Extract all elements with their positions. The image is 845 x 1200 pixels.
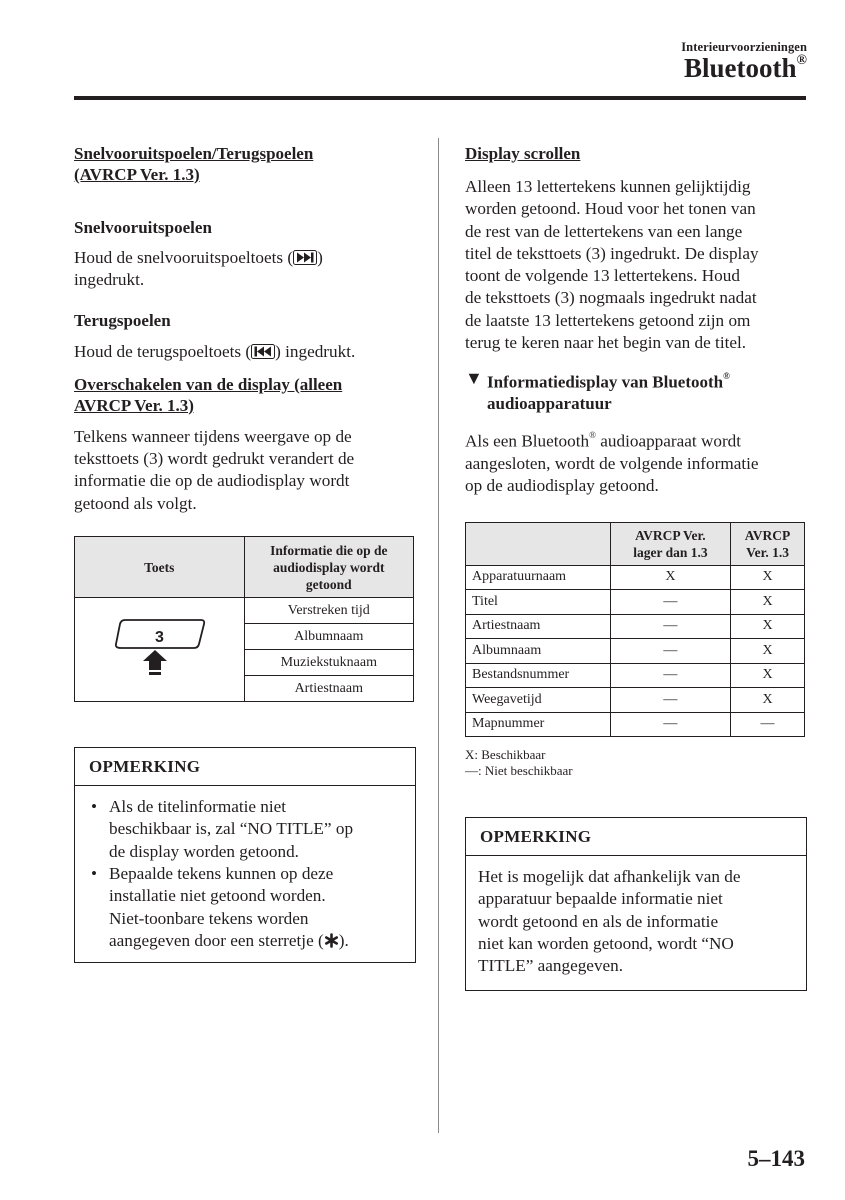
- note-heading: OPMERKING: [466, 818, 806, 856]
- registered-mark: ®: [723, 371, 730, 382]
- note-heading: OPMERKING: [75, 748, 415, 786]
- table-row: [466, 614, 805, 639]
- ff-text: [74, 247, 416, 292]
- bt-heading-line1-text: Informatiedisplay van Bluetooth: [487, 373, 724, 393]
- asterisk-icon: [324, 933, 339, 948]
- bt-info-line1-b: audioapparaat wordt: [595, 431, 742, 451]
- row-value-13: X: [731, 614, 805, 639]
- bt-heading-line2: audioapparatuur: [487, 394, 612, 414]
- bullet-line: installatie niet getoond worden.: [109, 886, 326, 906]
- bt-info-line3: op de audiodisplay getoond.: [465, 476, 659, 496]
- header-line: lager dan 1.3: [633, 544, 708, 560]
- avrcp-table: [465, 522, 805, 738]
- row-value-13: X: [731, 565, 805, 590]
- row-label: Titel: [466, 590, 611, 615]
- header-line: AVRCP Ver.: [635, 527, 706, 543]
- row-value-lower: —: [610, 590, 730, 615]
- scroll-text: [465, 176, 807, 354]
- switch-line: Telkens wanneer tijdens weergave op de: [74, 426, 352, 446]
- row-label: Albumnaam: [466, 639, 611, 664]
- section-title: Interieurvoorzieningen: [681, 40, 807, 54]
- rw-subheading: Terugspoelen: [74, 310, 171, 330]
- bullet-dot: •: [91, 797, 98, 817]
- ff-text-c: ingedrukt.: [74, 270, 145, 290]
- col-toets-header: Toets: [75, 537, 245, 598]
- scroll-heading: Display scrollen: [465, 144, 581, 163]
- registered-mark: ®: [796, 53, 807, 68]
- switch-text: [74, 426, 416, 515]
- ff-rw-heading-line2: (AVRCP Ver. 1.3): [74, 165, 200, 184]
- table-row: [466, 712, 805, 737]
- scroll-line: de teksttoets (3) nogmaals ingedrukt nadat: [465, 288, 757, 308]
- col-info-header: [244, 537, 413, 598]
- rw-text-a: Houd de terugspoeltoets (: [74, 341, 252, 361]
- table-row: [466, 590, 805, 615]
- fast-forward-icon: [293, 250, 317, 265]
- text-button-icon: [109, 616, 209, 678]
- row-value-13: X: [731, 663, 805, 688]
- table-legend: [465, 747, 807, 779]
- registered-mark: ®: [589, 430, 596, 441]
- bt-info-heading: [465, 368, 807, 414]
- row-value-lower: —: [610, 639, 730, 664]
- header-line: Ver. 1.3: [746, 544, 789, 560]
- right-column: [465, 140, 807, 991]
- table-row: [466, 565, 805, 590]
- triangle-marker-icon: ▼: [465, 368, 483, 389]
- note-body: [466, 856, 806, 989]
- legend-line: —: Niet beschikbaar: [465, 763, 573, 779]
- row-value-13: —: [731, 712, 805, 737]
- avrcp-lower-header: [610, 522, 730, 565]
- table-row: [75, 598, 414, 624]
- row-value-lower: —: [610, 712, 730, 737]
- ff-text-line1: [74, 247, 416, 269]
- header-line: AVRCP: [744, 527, 791, 543]
- bullet-text: [109, 796, 353, 863]
- scroll-line: Alleen 13 lettertekens kunnen gelijktijdig: [465, 177, 751, 196]
- page-title-text: Bluetooth: [684, 53, 797, 83]
- ff-rw-heading: [74, 143, 416, 185]
- bullet-line: Als de titelinformatie niet: [109, 797, 287, 817]
- switch-heading-line1: Overschakelen van de display (alleen: [74, 374, 343, 394]
- row-label: Artiestnaam: [466, 614, 611, 639]
- rw-text-b: ) ingedrukt.: [275, 341, 356, 361]
- switch-line: teksttoets (3) wordt gedrukt verandert de: [74, 449, 355, 469]
- row-value-13: X: [731, 639, 805, 664]
- table-cell: Albumnaam: [244, 624, 413, 650]
- switch-heading-line2: AVRCP Ver. 1.3): [74, 395, 194, 415]
- bullet-line: Niet-toonbare tekens worden: [109, 908, 309, 928]
- ff-subheading: Snelvooruitspoelen: [74, 218, 212, 237]
- switch-line: informatie die op de audiodisplay wordt: [74, 471, 350, 491]
- display-info-table: [74, 536, 414, 702]
- text-button-label: 3: [155, 629, 165, 647]
- table-row: [466, 688, 805, 713]
- note-line: TITLE” aangegeven.: [478, 956, 624, 976]
- legend-line: X: Beschikbaar: [465, 747, 546, 763]
- bt-info-heading-text: [487, 368, 730, 414]
- ff-text-b: ): [317, 248, 323, 267]
- row-label: Apparatuurnaam: [466, 565, 611, 590]
- note-box-left: [74, 747, 416, 963]
- rw-text: [74, 341, 416, 363]
- row-value-lower: —: [610, 614, 730, 639]
- bt-info-line1: [465, 426, 807, 453]
- row-value-lower: —: [610, 663, 730, 688]
- row-value-13: X: [731, 688, 805, 713]
- bullet-line: de display worden getoond.: [109, 841, 299, 861]
- avrcp-empty-header: [466, 522, 611, 565]
- row-label: Weegavetijd: [466, 688, 611, 713]
- note-body: [75, 786, 415, 962]
- scroll-line: de laatste 13 lettertekens getoond zijn om: [465, 310, 751, 330]
- scroll-line: titel de teksttoets (3) ingedrukt. De display: [465, 243, 759, 263]
- bullet-item: [87, 796, 405, 863]
- bullet-line-b: ).: [338, 930, 349, 950]
- bt-info-line2: aangesloten, wordt de volgende informatie: [465, 454, 759, 474]
- header-rule: [74, 96, 806, 100]
- avrcp-13-header: [731, 522, 805, 565]
- note-line: Het is mogelijk dat afhankelijk van de: [478, 867, 741, 887]
- page-number: 5–143: [747, 1146, 805, 1171]
- table-row: [466, 663, 805, 688]
- col-info-line: audiodisplay wordt: [273, 559, 385, 575]
- col-info-line: getoond: [305, 576, 352, 592]
- row-value-lower: —: [610, 688, 730, 713]
- bullet-dot: •: [91, 863, 98, 883]
- row-value-13: X: [731, 590, 805, 615]
- bullet-text: [109, 863, 349, 952]
- bullet-line: beschikbaar is, zal “NO TITLE” op: [109, 819, 354, 839]
- bt-heading-line1: [487, 368, 730, 393]
- bullet-line: [109, 930, 349, 952]
- button-cell: [75, 598, 245, 702]
- page-title: [684, 53, 807, 84]
- note-box-right: [465, 817, 807, 990]
- scroll-line: de rest van de lettertekens van een lange: [465, 221, 743, 241]
- row-label: Mapnummer: [466, 712, 611, 737]
- bullet-line: Bepaalde tekens kunnen op deze: [109, 863, 334, 883]
- bt-info-line1-a: Als een Bluetooth: [465, 431, 590, 451]
- bt-info-text: [465, 426, 807, 498]
- table-row: [466, 639, 805, 664]
- table-cell: Verstreken tijd: [244, 598, 413, 624]
- scroll-line: worden getoond. Houd voor het tonen van: [465, 199, 756, 219]
- table-header-row: [75, 537, 414, 598]
- column-divider: [438, 138, 439, 1133]
- col-info-line: Informatie die op de: [270, 542, 388, 558]
- bullet-line-a: aangegeven door een sterretje (: [109, 930, 324, 950]
- note-line: niet kan worden getoond, wordt “NO: [478, 934, 734, 954]
- row-value-lower: X: [610, 565, 730, 590]
- ff-text-a: Houd de snelvooruitspoeltoets (: [74, 248, 294, 267]
- row-label: Bestandsnummer: [466, 663, 611, 688]
- table-header-row: [466, 522, 805, 565]
- table-cell: Artiestnaam: [244, 676, 413, 702]
- ff-rw-heading-line1: Snelvooruitspoelen/Terugspoelen: [74, 144, 314, 163]
- note-line: apparatuur bepaalde informatie niet: [478, 889, 723, 909]
- note-line: wordt getoond en als de informatie: [478, 911, 719, 931]
- switch-display-heading: [74, 374, 416, 416]
- rewind-icon: [251, 344, 275, 359]
- table-cell: Muziekstuknaam: [244, 650, 413, 676]
- bullet-item: [87, 863, 405, 952]
- left-column: [74, 140, 416, 963]
- switch-line: getoond als volgt.: [74, 493, 197, 513]
- scroll-line: toont de volgende 13 lettertekens. Houd: [465, 266, 740, 286]
- scroll-line: terug te keren naar het begin van de titel.: [465, 333, 747, 353]
